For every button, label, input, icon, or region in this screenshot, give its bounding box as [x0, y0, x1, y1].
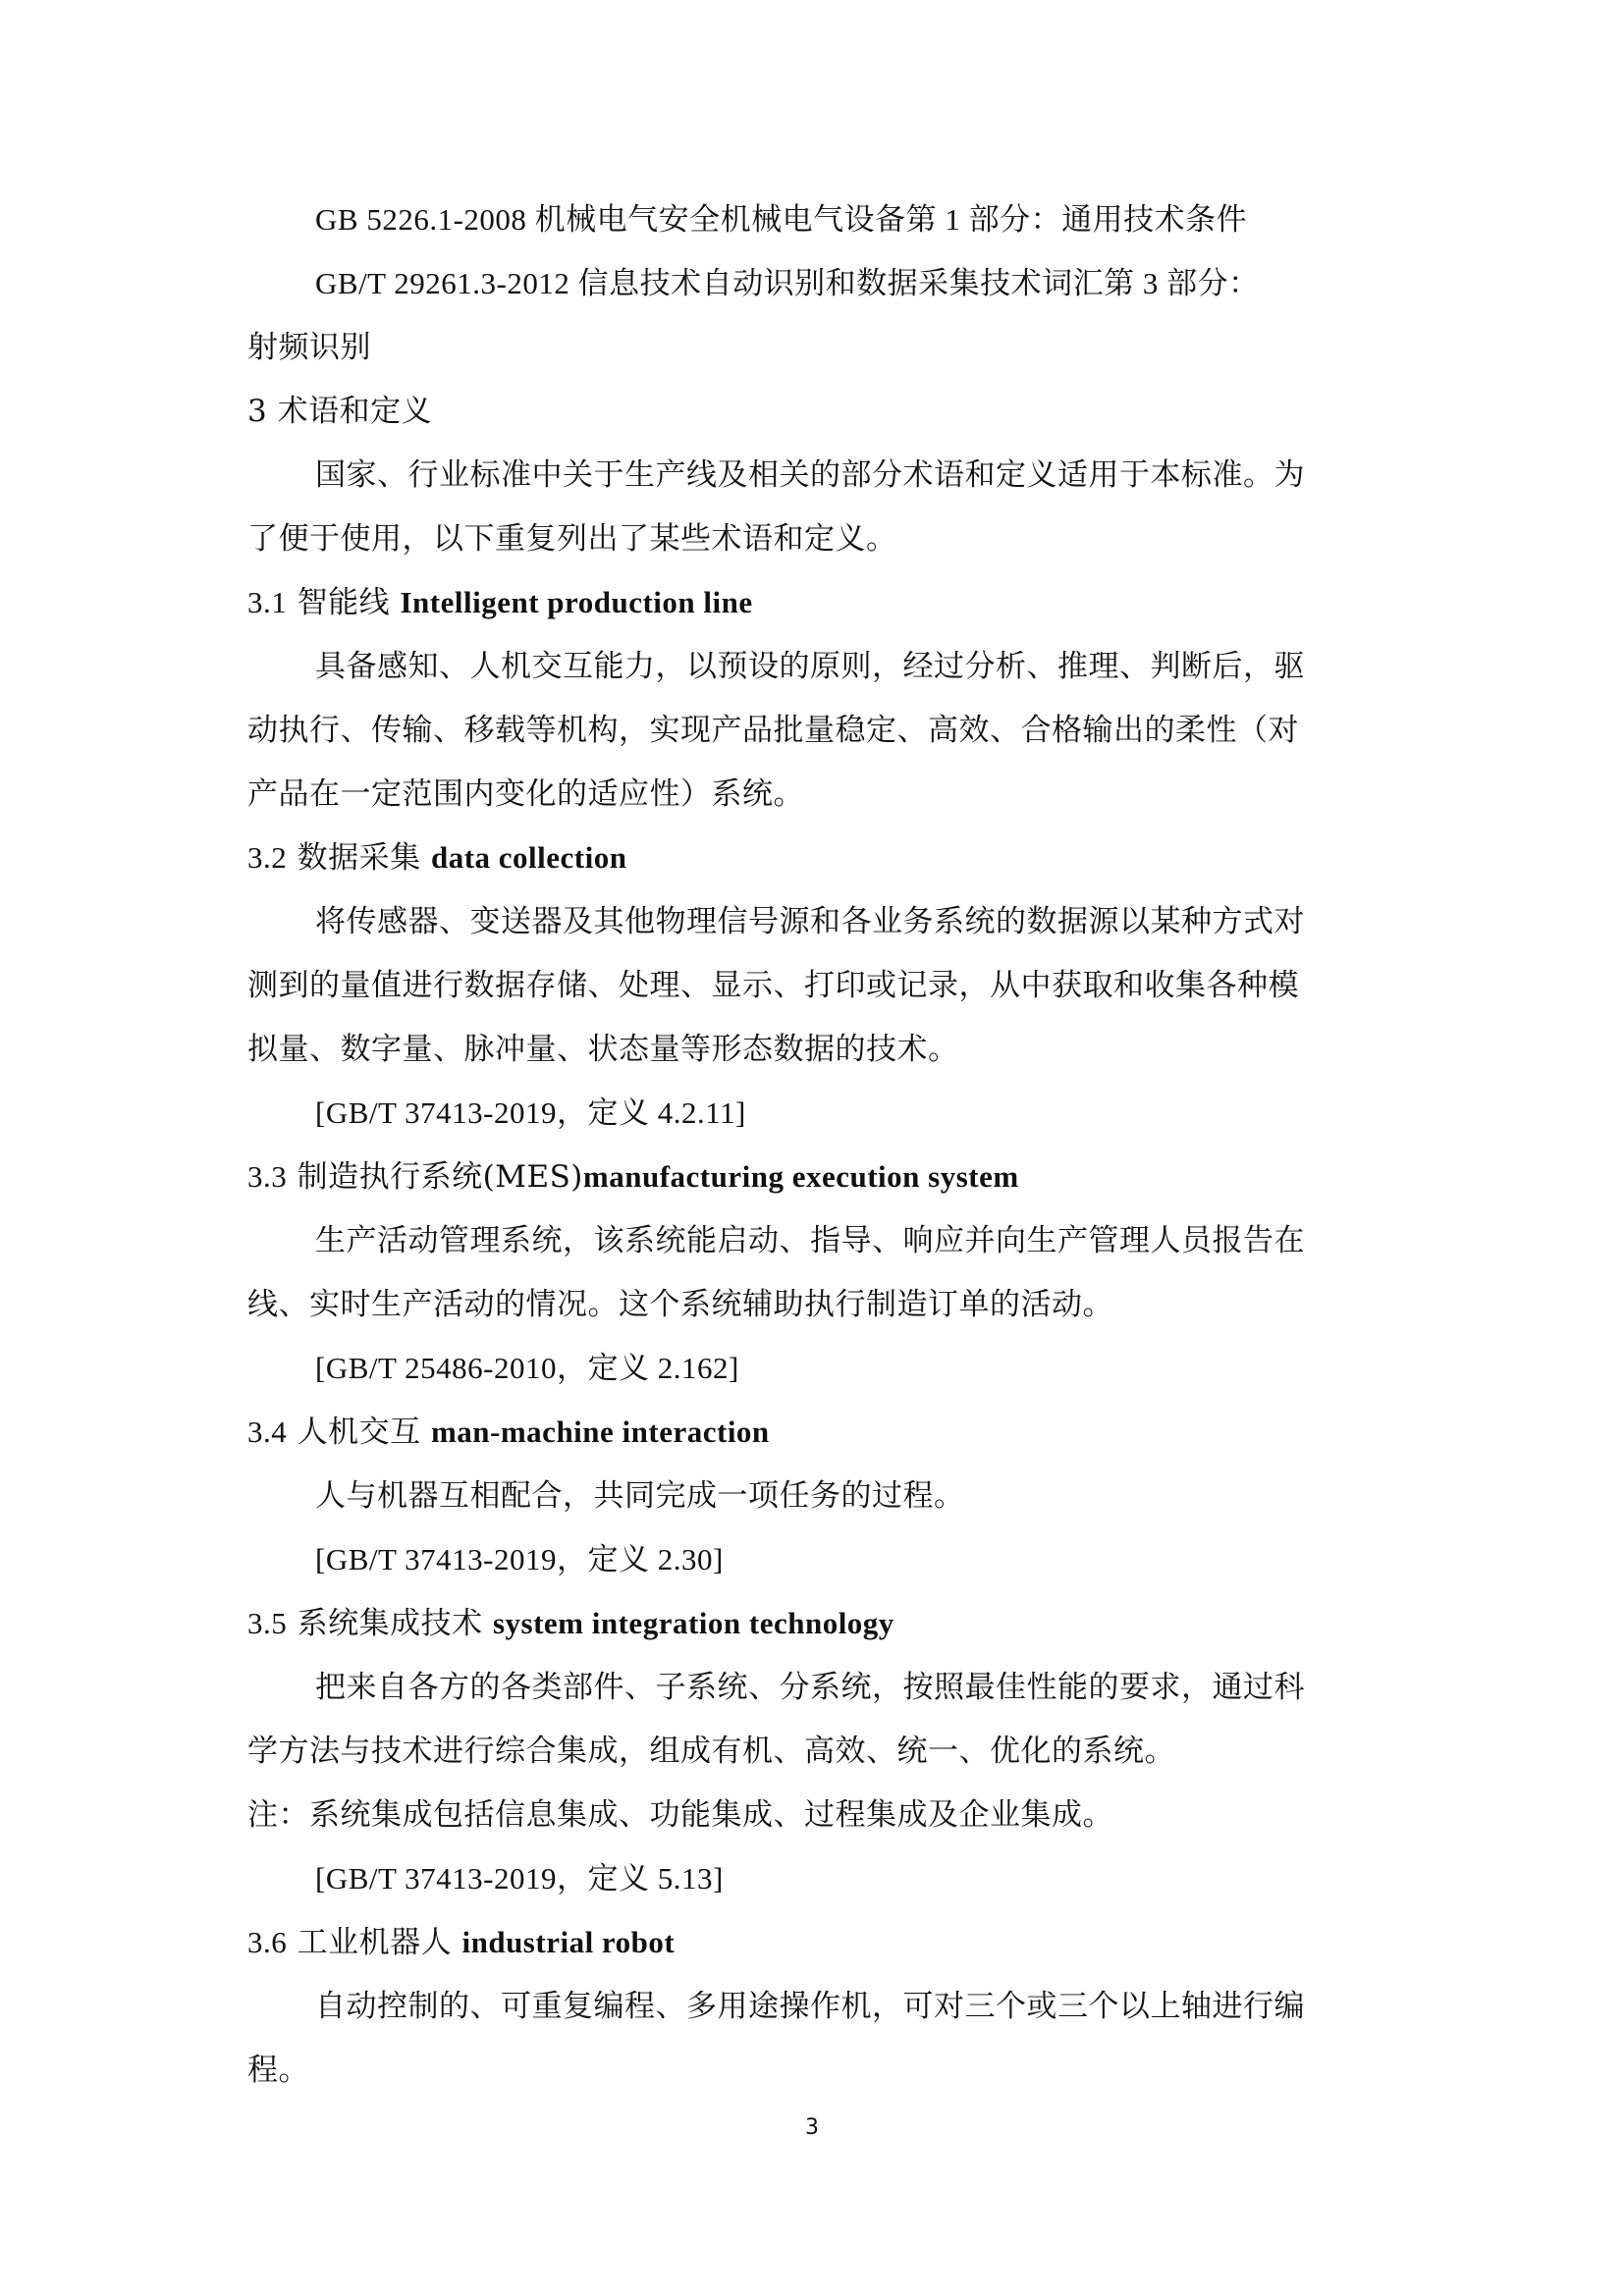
term-zh: 智能线: [297, 585, 391, 620]
term-3-1-body-line3: 产品在一定范围内变化的适应性）系统。: [247, 776, 804, 812]
term-3-4-body-line1: 人与机器互相配合，共同完成一项任务的过程。: [315, 1478, 965, 1514]
term-3-5-note: 注：系统集成包括信息集成、功能集成、过程集成及企业集成。: [247, 1797, 1113, 1833]
term-3-3-body-line1: 生产活动管理系统，该系统能启动、指导、响应并向生产管理人员报告在: [315, 1223, 1305, 1258]
normative-ref-gb5226: GB 5226.1-2008 机械电气安全机械电气设备第 1 部分：通用技术条件: [315, 202, 1248, 237]
term-3-3-reference: [GB/T 25486-2010，定义 2.162]: [315, 1351, 739, 1385]
term-3-6-heading: [247, 1923, 675, 1962]
term-3-2-reference: [GB/T 37413-2019，定义 4.2.11]: [315, 1095, 746, 1130]
term-en: industrial robot: [461, 1925, 676, 1959]
term-3-2-body-line3: 拟量、数字量、脉冲量、状态量等形态数据的技术。: [247, 1032, 959, 1067]
section-3-intro-line2: 了便于使用，以下重复列出了某些术语和定义。: [247, 521, 897, 557]
term-number: 3.6: [247, 1925, 288, 1959]
term-3-1-body-line2: 动执行、传输、移载等机构，实现产品批量稳定、高效、合格输出的柔性（对: [247, 713, 1299, 748]
term-number: 3.2: [247, 840, 288, 875]
term-3-5-body-line1: 把来自各方的各类部件、子系统、分系统，按照最佳性能的要求，通过科: [315, 1670, 1305, 1705]
term-3-4-reference: [GB/T 37413-2019，定义 2.30]: [315, 1542, 724, 1576]
term-3-1-body-line1: 具备感知、人机交互能力，以预设的原则，经过分析、推理、判断后，驱: [315, 649, 1305, 684]
term-3-2-body-line1: 将传感器、变送器及其他物理信号源和各业务系统的数据源以某种方式对: [315, 904, 1305, 939]
term-3-2-heading: [247, 838, 626, 878]
term-zh: 数据采集: [297, 840, 421, 876]
normative-ref-gbt29261-line1: GB/T 29261.3-2012 信息技术自动识别和数据采集技术词汇第 3 部分：: [315, 266, 1260, 300]
term-zh: 制造执行系统(MES): [297, 1159, 583, 1195]
term-en: system integration technology: [492, 1606, 894, 1640]
page-number: 3: [805, 2115, 819, 2140]
term-number: 3.5: [247, 1606, 288, 1640]
section-3-title: 3 术语和定义: [247, 394, 433, 429]
term-3-3-heading: [247, 1157, 1019, 1197]
term-number: 3.4: [247, 1415, 288, 1449]
term-3-1-heading: [247, 583, 753, 622]
term-en: manufacturing execution system: [582, 1159, 1019, 1194]
term-3-5-reference: [GB/T 37413-2019，定义 5.13]: [315, 1861, 724, 1896]
term-3-5-body-line2: 学方法与技术进行综合集成，组成有机、高效、统一、优化的系统。: [247, 1734, 1175, 1769]
section-3-intro-line1: 国家、行业标准中关于生产线及相关的部分术语和定义适用于本标准。为: [315, 457, 1305, 493]
term-zh: 工业机器人: [297, 1925, 453, 1960]
term-3-6-body-line1: 自动控制的、可重复编程、多用途操作机，可对三个或三个以上轴进行编: [315, 1989, 1305, 2024]
term-3-2-body-line2: 测到的量值进行数据存储、处理、显示、打印或记录，从中获取和收集各种模: [247, 968, 1299, 1003]
term-en: man-machine interaction: [430, 1415, 770, 1449]
term-3-5-heading: [247, 1604, 894, 1643]
term-zh: 人机交互: [297, 1415, 421, 1450]
term-3-6-body-line2: 程。: [247, 2053, 309, 2088]
term-3-4-heading: [247, 1413, 770, 1452]
term-3-3-body-line2: 线、实时生产活动的情况。这个系统辅助执行制造订单的活动。: [247, 1287, 1113, 1322]
term-number: 3.1: [247, 585, 288, 619]
term-zh: 系统集成技术: [297, 1606, 483, 1641]
term-en: data collection: [430, 840, 627, 875]
normative-ref-gbt29261-line2: 射频识别: [247, 330, 371, 365]
term-en: Intelligent production line: [400, 585, 753, 619]
term-number: 3.3: [247, 1159, 288, 1194]
